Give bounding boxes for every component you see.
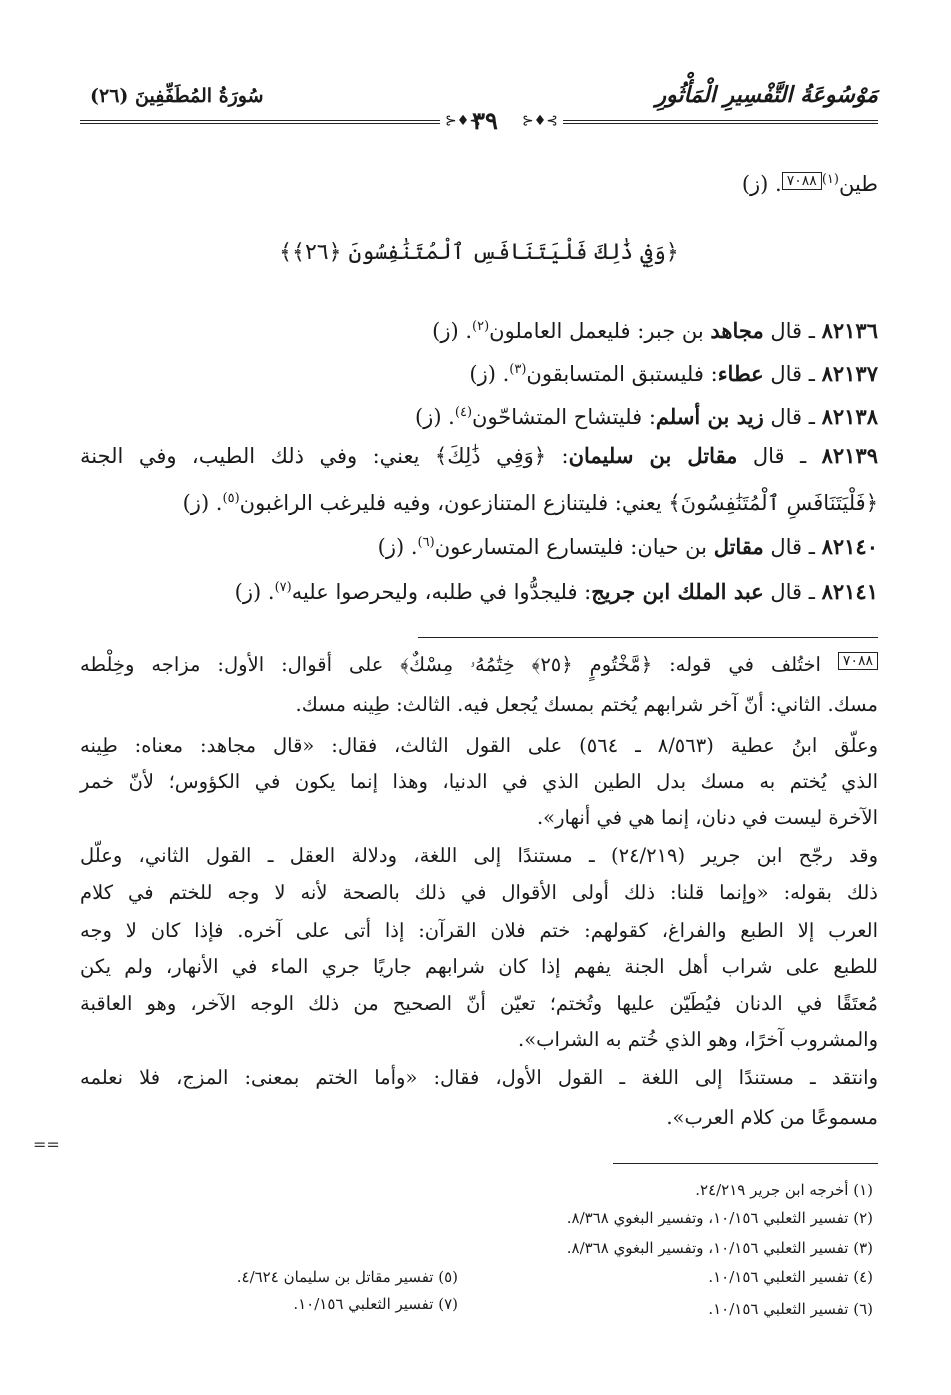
commentary-line: مسك. الثاني: أنّ آخر شرابهم يُختم بمسك يُجعل فيه. الثالث: طِينه مسك. (295, 693, 878, 716)
commentary-line (80, 650, 878, 680)
narration-tail: . (ز) (469, 362, 510, 386)
footnote-marker: (٢) (472, 319, 490, 334)
footnote: (١) أخرجه ابن جرير ٢٤/٢١٩. (695, 1181, 873, 1199)
commentary-line: والمشروب آخرًا، وهو الذي خُتم به الشراب». (518, 1028, 878, 1051)
footnote-marker: (٧) (274, 580, 292, 595)
narrator-name: مقاتل بن سليمان (568, 443, 738, 468)
intro-word: طين (838, 172, 878, 196)
narration-row (80, 355, 878, 389)
narration-tail: . (ز) (182, 491, 223, 515)
narration-pre: ـ قال (763, 362, 822, 386)
page-number: ٣٩ (472, 106, 498, 135)
narration-row (80, 573, 878, 607)
commentary-text: اختُلف في قوله: ﴿مَّخْتُومٍ ﴿٢٥﴾ خِتَٰمُهُۥ مِسْكٌ﴾ على أقوال: الأول: مزاجه وخِلْطه (80, 653, 821, 676)
footnote-marker: (٤) (454, 405, 473, 420)
commentary-line: الذي يُختم به مسك بدل الطين الذي في الدنيا، وهذا إنما يكون في الكؤوس؛ لأنّ خمر (80, 770, 878, 793)
footnote-marker: (٥) (222, 491, 240, 506)
narrator-name: عطاء (717, 361, 764, 386)
quran-verse: ﴿وَفِي ذَٰلِكَ فَلْيَتَنَافَسِ ٱلْمُتَنَٰفِسُونَ ﴿٢٦﴾﴾ (279, 240, 679, 265)
narration-row (80, 398, 878, 432)
narration-number: ٨٢١٤٠ (821, 534, 878, 559)
narration-row (80, 528, 878, 562)
header-rule-left (80, 120, 440, 124)
commentary-line: مسموعًا من كلام العرب». (666, 1106, 878, 1129)
intro-tail: . (ز) (741, 172, 782, 196)
commentary-line: وقد رجّح ابن جرير (٢٤/٢١٩) ـ مستندًا إلى اللغة، ودلالة العقل ـ القول الثاني، وعلّل (80, 844, 878, 867)
narration-pre: ـ قال (737, 444, 822, 468)
narration-pre: ـ قال (763, 405, 822, 429)
footnote-marker: (٦) (417, 535, 435, 550)
narration-pre: ـ قال (763, 319, 822, 343)
margin-mark: == (33, 1135, 60, 1154)
narrator-name: مجاهد (710, 318, 764, 343)
narration-text: بن حيان: فليتسارع المتسارعون (434, 535, 714, 559)
commentary-ref-box: ٧٠٨٨ (838, 652, 878, 670)
commentary-separator (418, 637, 878, 638)
commentary-line: الآخرة ليست في دنان، إنما هي في أنهار». (536, 806, 878, 829)
commentary-line: العرب إلا الطبع والفراغ، كقولهم: ختم فلان القرآن: إذا أتى على آخره. فإذا كان لا وجه (80, 919, 878, 942)
footnote: (٥) تفسير مقاتل بن سليمان ٤/٦٢٤. (236, 1268, 458, 1286)
commentary-line: ذلك بقوله: «وإنما قلنا: ذلك أولى الأقوال في ذلك بالصحة لأنه لا وجه للختم في كلام (80, 881, 878, 904)
narration-tail: . (ز) (377, 535, 418, 559)
narrator-name: عبد الملك ابن جريج (591, 579, 764, 604)
commentary-ref-box: ٧٠٨٨ (782, 172, 822, 190)
surah-title: سُورَةُ المُطَفِّفِينَ (٢٦) (90, 85, 264, 107)
series-title: مَوْسُوعَةُ التَّفْسِيرِ الْمَأْثُورِ (655, 82, 878, 108)
footnote: (٧) تفسير الثعلبي ١٠/١٥٦. (293, 1295, 458, 1313)
narration-pre: ـ قال (763, 580, 822, 604)
narrator-name: مقاتل (713, 534, 764, 559)
narration-row (80, 312, 878, 346)
intro-line (80, 165, 878, 199)
footnote: (٢) تفسير الثعلبي ١٠/١٥٦، وتفسير البغوي ٨/٣٦٨. (566, 1209, 873, 1227)
narration-text: : فليجدُّوا في طلبه، وليحرصوا عليه (291, 580, 592, 604)
narration-text: : فليتشاح المتشاحّون (472, 405, 656, 429)
narration-text: : فليستبق المتسابقون (526, 362, 718, 386)
ornament-right: ⊱♦⊰ (521, 113, 558, 129)
narration-number: ٨٢١٤١ (821, 579, 878, 604)
narration-number: ٨٢١٣٨ (821, 404, 878, 429)
commentary-line: وعلّق ابنُ عطية (٨/٥٦٣ ـ ٥٦٤) على القول الثالث، فقال: «قال مجاهد: معناه: طِينه (80, 734, 878, 757)
narration-text: ﴿فَلْيَتَنَافَسِ ٱلْمُتَنَٰفِسُونَ﴾ يعني: فليتنازع المتنازعون، وفيه فليرغب الراغبون (239, 491, 878, 515)
narration-row-continued (80, 484, 878, 518)
narration-number: ٨٢١٣٦ (821, 318, 878, 343)
narration-pre: ـ قال (763, 535, 822, 559)
commentary-line: مُعتَقًا في الدنان فيُطَيّن عليها وتُختم؛ تعيّن أنّ الصحيح من ذلك الوجه الآخر، وهو العاقبة (80, 992, 878, 1015)
narration-row (80, 441, 878, 471)
footnote: (٤) تفسير الثعلبي ١٠/١٥٦. (708, 1268, 873, 1286)
header-rule (80, 106, 878, 135)
narration-tail: . (ز) (432, 319, 473, 343)
narration-text: بن جبر: فليعمل العاملون (489, 319, 711, 343)
commentary-line: وانتقد ـ مستندًا إلى اللغة ـ القول الأول، فقال: «وأما الختم بمعنى: المزج، فلا نعلمه (80, 1066, 878, 1089)
footnote: (٣) تفسير الثعلبي ١٠/١٥٦، وتفسير البغوي ٨/٣٦٨. (566, 1239, 873, 1257)
narrator-name: زيد بن أسلم (655, 404, 764, 429)
footnote-separator (613, 1163, 878, 1164)
narration-tail: . (ز) (414, 405, 455, 429)
footnote: (٦) تفسير الثعلبي ١٠/١٥٦. (708, 1300, 873, 1318)
commentary-line: للطبع على شراب أهل الجنة يفهم إذا كان شرابهم جاريًا جري الماء في الأنهار، ولم يكن (80, 955, 878, 978)
footnote-marker: (١) (821, 172, 839, 187)
narration-text: : ﴿وَفِي ذَٰلِكَ﴾ يعني: وفي ذلك الطيب، وفي الجنة (80, 444, 569, 468)
ornament-left: ⊱♦⊰ (445, 113, 482, 129)
narration-tail: . (ز) (234, 580, 275, 604)
narration-number: ٨٢١٣٧ (821, 361, 878, 386)
narration-number: ٨٢١٣٩ (821, 443, 878, 468)
header-rule-right (563, 120, 878, 124)
footnote-marker: (٣) (509, 362, 527, 377)
